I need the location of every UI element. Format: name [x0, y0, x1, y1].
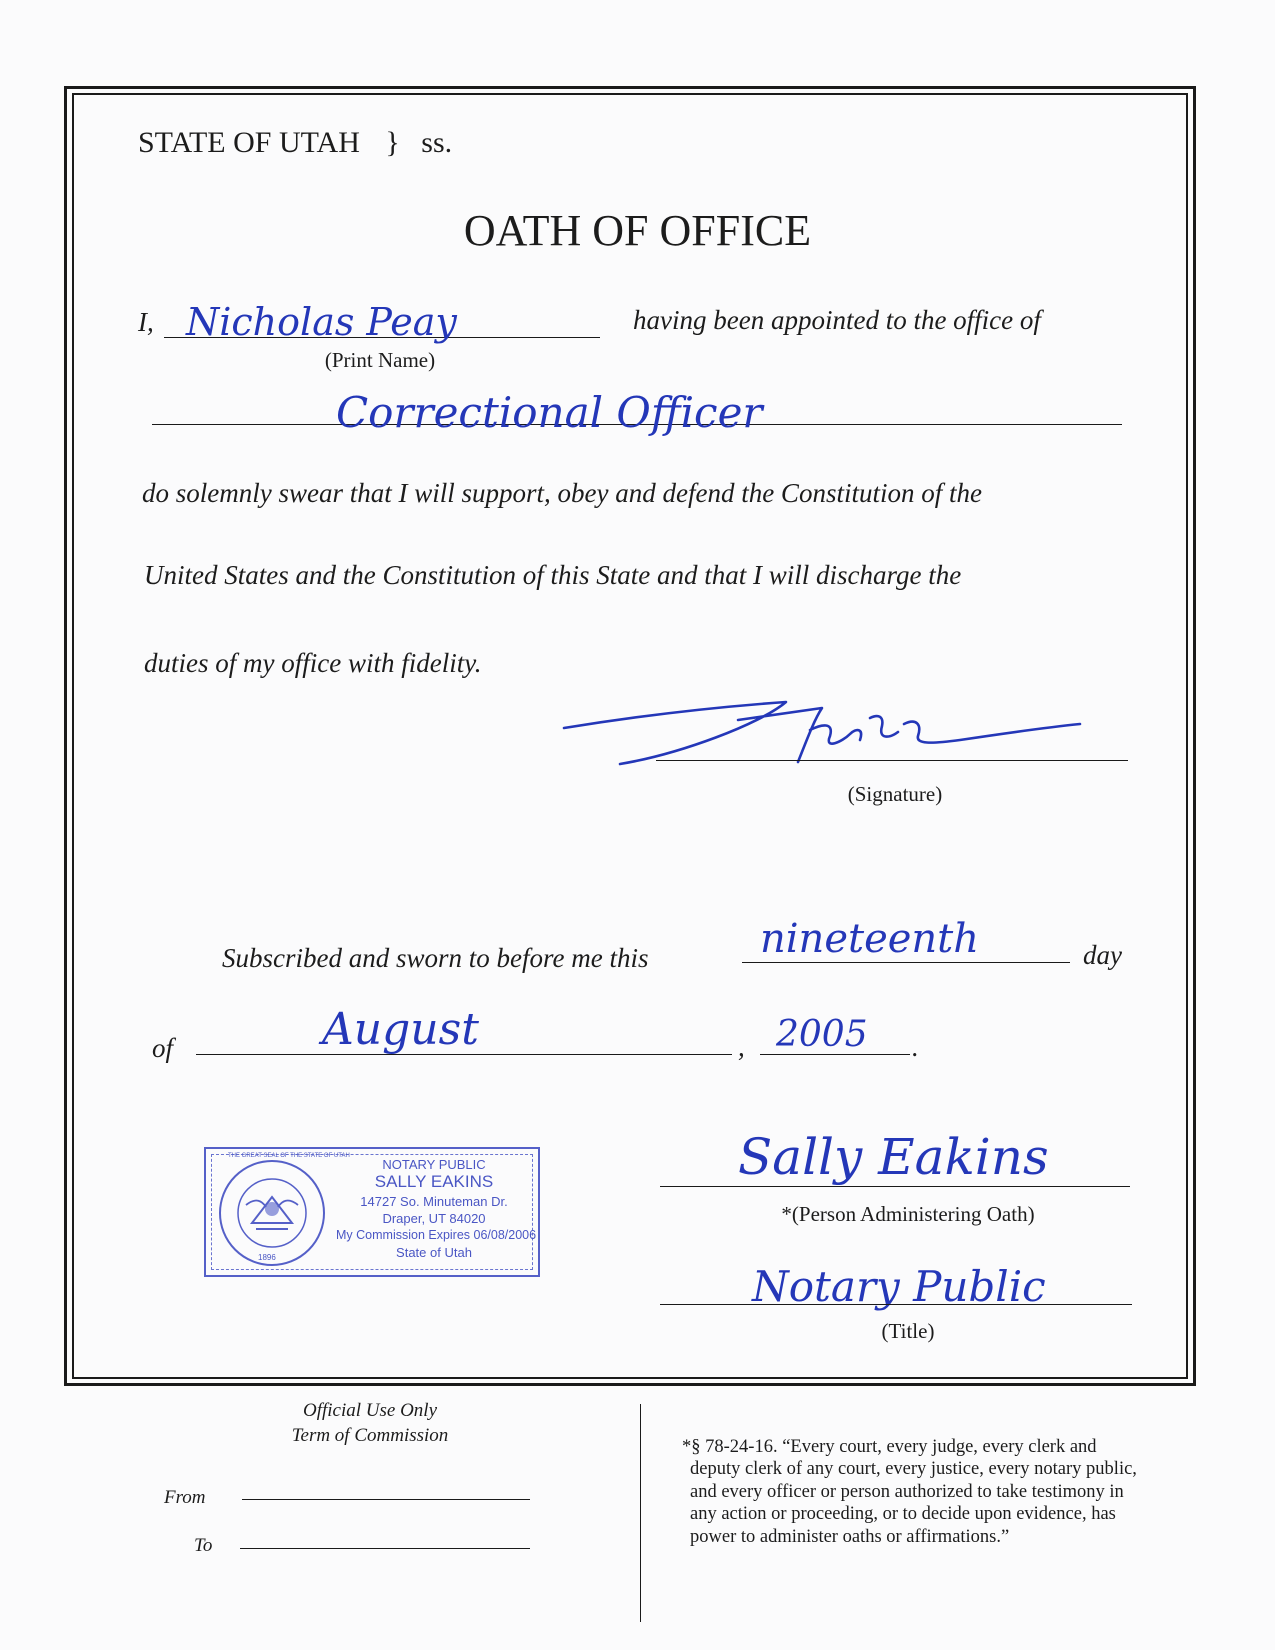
state-ss: ss. — [421, 126, 453, 159]
day-handwritten: nineteenth — [760, 916, 980, 962]
state-brace: } — [385, 126, 400, 159]
oath-body-line-2: United States and the Constitution of this State and that I will discharge the — [144, 560, 962, 590]
print-name-label: (Print Name) — [324, 348, 436, 372]
title-handwritten: Notary Public — [752, 1262, 1046, 1311]
to-label: To — [194, 1535, 213, 1556]
oath-body-line-1: do solemnly swear that I will support, obey and defend the Constitution of the — [142, 478, 982, 508]
from-label: From — [164, 1487, 206, 1508]
stamp-name: SALLY EAKINS — [374, 1172, 494, 1191]
notary-stamp — [204, 1147, 540, 1277]
footnote-line-2: deputy clerk of any court, every justice, every notary public, — [690, 1459, 1137, 1480]
administrator-label: *(Person Administering Oath) — [781, 1202, 1035, 1226]
stamp-state: State of Utah — [396, 1245, 472, 1260]
page-title: OATH OF OFFICE — [463, 206, 812, 255]
month-comma: , — [738, 1032, 745, 1062]
title-line — [660, 1304, 1132, 1305]
year-period: . — [912, 1032, 919, 1062]
footnote-line-1: *§ 78-24-16. “Every court, every judge, every clerk and — [682, 1437, 1097, 1457]
year-handwritten: 2005 — [776, 1014, 868, 1055]
to-line — [240, 1548, 530, 1549]
title-label: (Title) — [881, 1319, 935, 1343]
signature-line — [656, 760, 1128, 761]
seal-text: THE GREAT SEAL OF THE STATE OF UTAH — [228, 1153, 350, 1159]
month-handwritten: August — [322, 1004, 479, 1055]
state-name: STATE OF UTAH — [138, 126, 360, 159]
stamp-city: Draper, UT 84020 — [382, 1211, 486, 1226]
day-line — [742, 962, 1070, 963]
appointed-text: having been appointed to the office of — [633, 305, 1041, 335]
sworn-prefix: Subscribed and sworn to before me this — [222, 943, 649, 973]
day-label: day — [1083, 940, 1122, 970]
administrator-signature: Sally Eakins — [738, 1128, 1049, 1186]
administrator-line — [660, 1186, 1130, 1187]
statute-footnote — [682, 1436, 1137, 1548]
official-use-line-1: Official Use Only — [302, 1400, 438, 1421]
of-label: of — [152, 1033, 174, 1063]
office-handwritten: Correctional Officer — [336, 388, 763, 437]
stamp-address: 14727 So. Minuteman Dr. — [360, 1194, 508, 1209]
footnote-line-5: power to administer oaths or affirmations.” — [690, 1526, 1010, 1547]
from-line — [242, 1499, 530, 1500]
official-use-line-2: Term of Commission — [291, 1425, 449, 1446]
oath-body-line-3: duties of my office with fidelity. — [144, 648, 482, 678]
print-name-handwritten: Nicholas Peay — [186, 300, 457, 344]
i-prefix: I, — [138, 307, 154, 337]
stamp-heading: NOTARY PUBLIC — [382, 1157, 486, 1172]
signature-label: (Signature) — [847, 782, 943, 806]
officer-signature — [560, 684, 1100, 784]
stamp-commission: My Commission Expires 06/08/2006 — [336, 1228, 537, 1242]
seal-year: 1896 — [258, 1253, 276, 1262]
footnote-line-4: any action or proceeding, or to decide upon evidence, has — [690, 1504, 1116, 1525]
footnote-line-3: and every officer or person authorized to take testimony in — [690, 1481, 1124, 1502]
vertical-divider — [640, 1404, 641, 1622]
state-heading — [138, 126, 452, 160]
